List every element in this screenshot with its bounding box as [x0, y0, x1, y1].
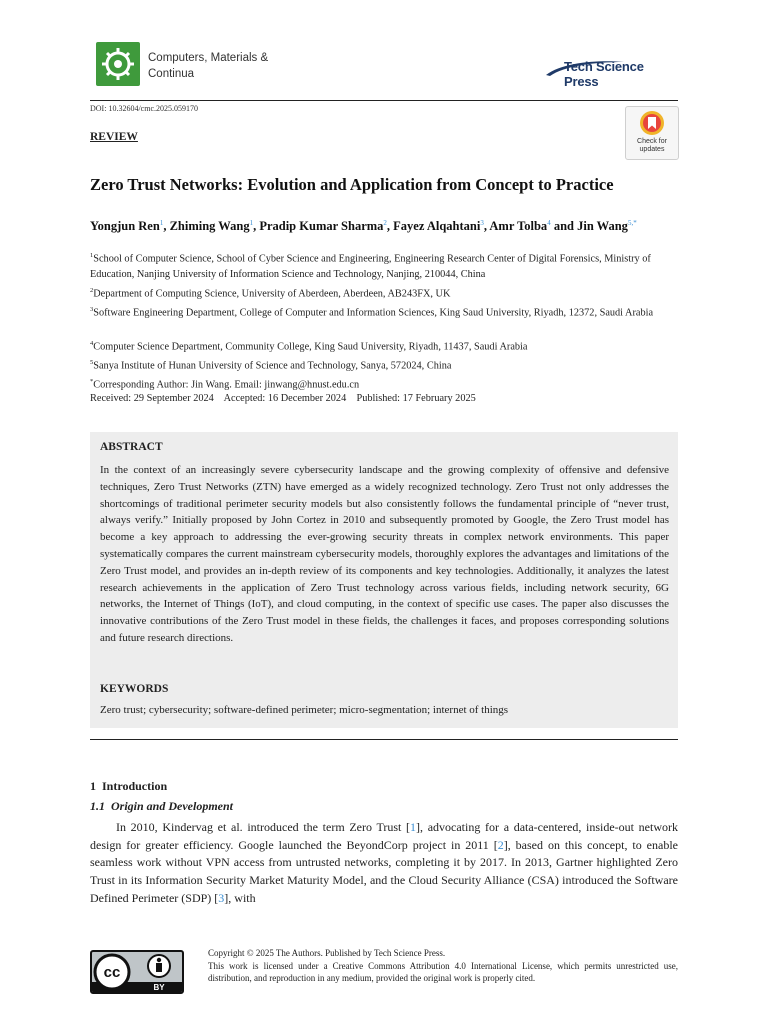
journal-name — [148, 50, 268, 82]
by-label: BY — [153, 983, 165, 992]
publisher-name: Tech Science Press — [564, 59, 644, 89]
check-updates-line1: Check for — [637, 138, 667, 145]
license-text: This work is licensed under a Creative Commons Attribution 4.0 International License, which permits unrestricted use, distribution, and reproduction in any medium, provided the original work is properly cited. — [208, 960, 678, 983]
affiliation: $^4$Computer Science Department, Community College, King Saud University, Riyadh, 11437, Saudi Arabia — [90, 340, 528, 353]
author-name: Yongjun Ren — [90, 219, 160, 234]
author-name: Amr Tolba — [489, 219, 548, 234]
author-affiliation-mark[interactable]: 3 — [480, 219, 484, 227]
author-name: Pradip Kumar Sharma — [259, 219, 384, 234]
journal-logo — [96, 42, 140, 86]
intro-paragraph: In 2010, Kindervag et al. introduced the term Zero Trust [1], advocating for a data-centered, inside-out network design for greater efficiency. Google launched the BeyondCorp project in 2011 [2], based on this concept, to enable seamless work without VPN access from untrusted networks, completing it by 2017. In 2013, Gartner highlighted Zero Trust in its Information Security Market Maturity Model, and the Cloud Security Alliance (CSA) introduced the Software Defined Perimeter (SDP) [3], with — [90, 820, 678, 905]
keywords-heading: KEYWORDS — [100, 683, 169, 695]
check-updates-line2: updates — [639, 146, 665, 153]
publisher-logo — [544, 58, 680, 89]
journal-name-line2: Continua — [148, 68, 195, 80]
author-affiliation-mark[interactable]: 1 — [249, 219, 254, 227]
abstract-box — [90, 432, 678, 728]
citation-link[interactable]: 2 — [497, 837, 504, 852]
section-heading: 1 Introduction — [90, 779, 168, 793]
article-type: REVIEW — [90, 131, 138, 143]
affiliation: $^5$Sanya Institute of Hunan University of Science and Technology, Sanya, 572024, China — [90, 359, 452, 372]
bookmark-icon — [626, 109, 678, 139]
author-affiliation-mark[interactable]: 5,* — [627, 219, 637, 227]
author-name: Zhiming Wang — [169, 219, 250, 234]
check-for-updates-badge[interactable] — [625, 106, 679, 160]
affiliation: $^1$School of Computer Science, School of Cyber Science and Engineering, Engineering Research Center of Digital Forensics, Ministry of Education, Nanjing University of Information Science and Technology, Nanjing, 210044, China — [90, 252, 651, 280]
accepted-date: Accepted: 16 December 2024 — [223, 393, 347, 404]
section-rule — [90, 739, 678, 740]
paper-title: Zero Trust Networks: Evolution and Application from Concept to Practice — [90, 175, 614, 194]
author-affiliation-mark[interactable]: 4 — [547, 219, 551, 227]
gear-icon — [96, 42, 140, 86]
affiliation: $^3$Software Engineering Department, College of Computer and Information Sciences, King Saud University, Riyadh, 12372, Saudi Arabia — [90, 306, 654, 319]
author-name: Jin Wang — [577, 219, 628, 234]
author-list: Yongjun Ren$^1$, Zhiming Wang$^1$, Pradip Kumar Sharma$^2$, Fayez Alqahtani$^3$, Amr Tolba$^4$ and Jin Wang$^{5,*}$ — [90, 219, 637, 234]
abstract-heading: ABSTRACT — [100, 441, 163, 453]
author-name: Fayez Alqahtani — [393, 219, 481, 234]
corresponding-author: *Corresponding Author: Jin Wang. Email: jinwang@hnust.edu.cn — [90, 378, 360, 391]
copyright-line: Copyright © 2025 The Authors. Published by Tech Science Press. — [208, 948, 446, 958]
subsection-heading: 1.1 Origin and Development — [90, 799, 233, 813]
author-affiliation-mark[interactable]: 1 — [159, 219, 164, 227]
copyright-notice — [208, 947, 678, 985]
cc-label: cc — [103, 964, 121, 981]
keywords: Zero trust; cybersecurity; software-defined perimeter; micro-segmentation; internet of things — [100, 704, 509, 716]
author-affiliation-mark[interactable]: 2 — [383, 219, 387, 227]
citation-link[interactable]: 1 — [410, 820, 417, 834]
citation-link[interactable]: 3 — [218, 890, 225, 905]
published-date: Published: 17 February 2025 — [356, 393, 476, 404]
journal-name-line1: Computers, Materials & — [148, 52, 269, 64]
article-dates — [90, 393, 476, 404]
header-rule — [90, 100, 678, 101]
affiliation: $^2$Department of Computing Science, University of Aberdeen, Aberdeen, AB243FX, UK — [90, 287, 451, 300]
doi[interactable]: DOI: 10.32604/cmc.2025.059170 — [90, 104, 198, 113]
abstract-body: In the context of an increasingly severe cybersecurity landscape and the growing complexity of offensive and defensive techniques, Zero Trust Networks (ZTN) have emerged as a widely recognized technology. Zero Trust not only addresses the shortcomings of traditional perimeter security models but also consistently follows the fundamental principle of “never trust, always verify.” Initially proposed by John Cortez in 2010 and subsequently promoted by Google, the Zero Trust model has become a key approach to addressing the ever-growing security threats in complex network environments. This paper systematically compares the current mainstream cybersecurity models, thoroughly explores the advantages and limitations of the Zero Trust model, and provides an in-depth review of its components and key technologies. Additionally, it analyzes the latest research achievements in the application of Zero Trust technology across various fields, including network security, 6G networks, the Internet of Things (IoT), and cloud computing, in the context of specific use cases. The paper also discusses the innovative contributions of the Zero Trust model in these fields, the challenges it faces, and proposes corresponding solutions and future research directions. — [100, 464, 669, 644]
cc-by-license-badge[interactable] — [90, 950, 184, 994]
received-date: Received: 29 September 2024 — [90, 393, 214, 404]
